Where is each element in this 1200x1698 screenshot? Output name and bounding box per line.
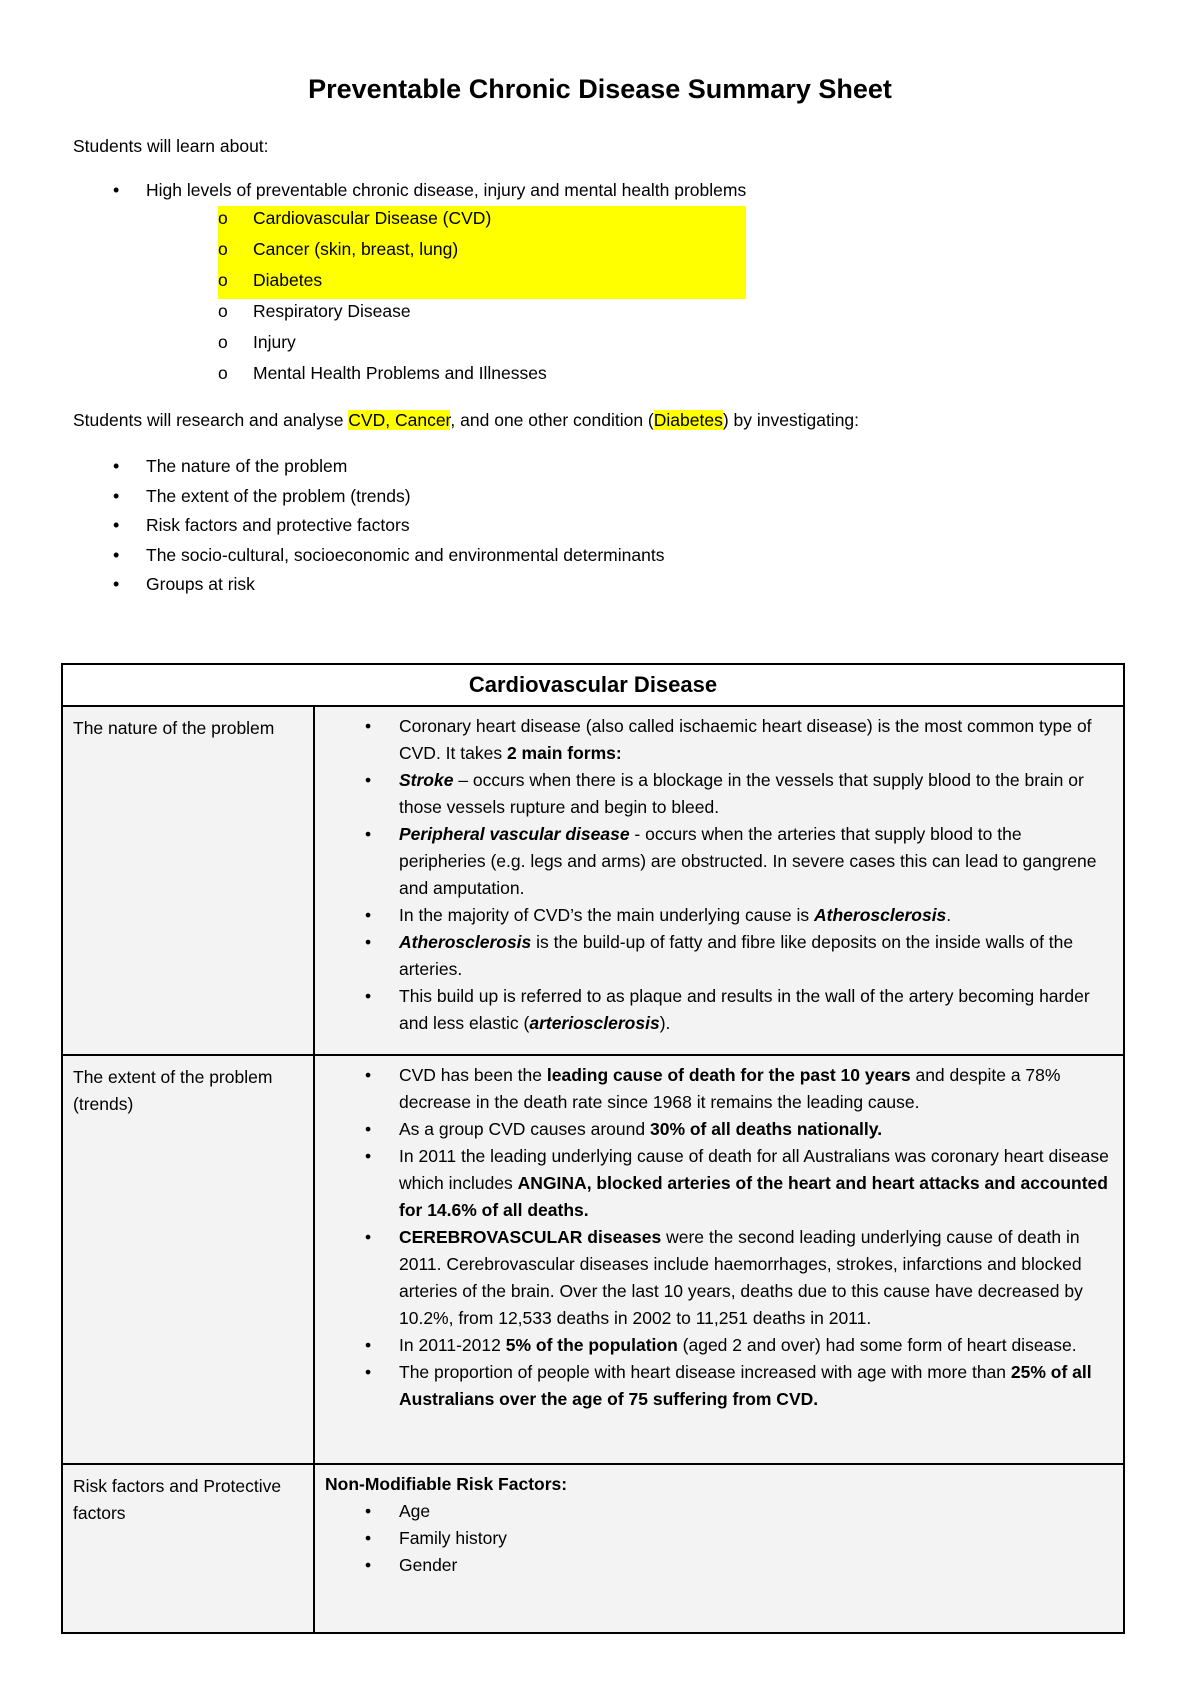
learn-list — [113, 178, 746, 392]
text-run: and despite a 78% decrease in the death rate since 1968 it remains the leading cause. — [399, 1065, 1061, 1112]
list-item — [399, 1143, 1109, 1224]
highlighted-text: Cardiovascular Disease (CVD) — [253, 208, 492, 228]
bold-italic-text: Atherosclerosis — [399, 932, 532, 952]
bold-text: 5% of the population — [505, 1335, 678, 1355]
bold-italic-text: Atherosclerosis — [814, 905, 947, 925]
list-item — [399, 1116, 1109, 1143]
list-item — [218, 206, 746, 237]
list-item — [399, 1332, 1109, 1359]
list-item — [399, 767, 1109, 821]
highlighted-text: CVD, Cancer — [348, 410, 451, 430]
text-run: As a group CVD causes around — [399, 1119, 650, 1139]
list-item — [218, 237, 746, 268]
list-item-text: Mental Health Problems and Illnesses — [253, 363, 547, 383]
list-item — [399, 1359, 1109, 1413]
bold-text: 2 main forms: — [506, 743, 622, 763]
list-item — [399, 929, 1109, 983]
learn-sub-list — [218, 206, 746, 392]
list-item: • Age — [399, 1498, 1109, 1525]
row-content — [314, 706, 1124, 1055]
text-run: Students will research and analyse — [73, 410, 349, 430]
bold-text: CEREBROVASCULAR diseases — [399, 1227, 662, 1247]
intro-text: Students will learn about: — [73, 136, 269, 156]
text-run: Coronary heart disease (also called ischaemic heart disease) is the most common type of CVD. It takes — [399, 716, 1092, 763]
row-label: The extent of the problem (trends) — [62, 1055, 314, 1464]
list-item — [218, 299, 746, 330]
bold-text: 30% of all deaths nationally. — [649, 1119, 883, 1139]
row-content — [314, 1055, 1124, 1464]
text-run: (aged 2 and over) had some form of heart disease. — [677, 1335, 1077, 1355]
learn-bullet-text: High levels of preventable chronic disease, injury and mental health problems — [146, 180, 747, 200]
bold-italic-text: Peripheral vascular disease — [399, 824, 630, 844]
text-run: were the second leading underlying cause of death in 2011. Cerebrovascular diseases include haemorrhages, strokes, infarctions and blocked arteries of the brain. Over the last 10 years, deaths due to this cause have decreased by 10.2%, from 12,533 deaths in 2002 to 11,251 deaths in 2011. — [399, 1227, 1083, 1328]
list-item-text: Respiratory Disease — [253, 301, 411, 321]
list-item — [399, 1062, 1109, 1116]
text-run: , and one other condition ( — [450, 410, 654, 430]
highlighted-text: Diabetes — [253, 270, 323, 290]
list-item — [399, 983, 1109, 1037]
row-label: Risk factors and Protective factors — [62, 1464, 314, 1633]
risk-subheading: Non-Modifiable Risk Factors: — [325, 1474, 568, 1494]
bold-italic-text: Stroke — [399, 770, 454, 790]
list-item — [218, 268, 746, 299]
bold-text: 25% of all Australians over the age of 75 suffering from CVD. — [399, 1362, 1092, 1409]
list-item — [399, 1224, 1109, 1332]
bold-text: ANGINA, blocked arteries of the heart and heart attacks and accounted for 14.6% of all deaths. — [399, 1173, 1108, 1220]
list-item: • Family history — [399, 1525, 1109, 1552]
list-item — [399, 821, 1109, 902]
highlighted-text: Cancer (skin, breast, lung) — [253, 239, 459, 259]
table-row — [62, 706, 1124, 1055]
list-item — [399, 902, 1109, 929]
text-run: ) by investigating: — [722, 410, 860, 430]
cvd-table — [61, 663, 1125, 1634]
text-run: - occurs when the arteries that supply blood to the peripheries (e.g. legs and arms) are obstructed. In severe cases this can lead to gangrene and amputation. — [399, 824, 1097, 898]
highlighted-text: Diabetes — [653, 410, 723, 430]
list-item: • The socio-cultural, socioeconomic and environmental determinants — [113, 543, 664, 573]
list-item — [218, 330, 746, 361]
bold-text: leading cause of death for the past 10 years — [546, 1065, 911, 1085]
text-run: In 2011 the leading underlying cause of death for all Australians was coronary heart disease which includes — [399, 1146, 1109, 1193]
research-paragraph — [73, 410, 859, 431]
list-item: • Groups at risk — [113, 572, 664, 602]
row-content — [314, 1464, 1124, 1633]
text-run: – occurs when there is a blockage in the vessels that supply blood to the brain or those vessels rupture and begin to bleed. — [399, 770, 1084, 817]
list-item: • The nature of the problem — [113, 454, 664, 484]
list-item — [399, 713, 1109, 767]
table-row — [62, 1055, 1124, 1464]
list-item — [218, 361, 746, 392]
text-run: ). — [659, 1013, 671, 1033]
row-label: The nature of the problem — [62, 706, 314, 1055]
document-title: Preventable Chronic Disease Summary Sheet — [308, 74, 892, 104]
list-item — [113, 178, 746, 392]
table-row — [62, 1464, 1124, 1633]
list-item: • Gender — [399, 1552, 1109, 1579]
text-run: In 2011-2012 — [399, 1335, 506, 1355]
text-run: This build up is referred to as plaque and results in the wall of the artery becoming harder and less elastic ( — [399, 986, 1090, 1033]
bold-italic-text: arteriosclerosis — [529, 1013, 660, 1033]
list-item-text: Injury — [253, 332, 296, 352]
text-run: is the build-up of fatty and fibre like deposits on the inside walls of the arteries. — [399, 932, 1074, 979]
text-run: In the majority of CVD’s the main underlying cause is — [399, 905, 815, 925]
text-run: CVD has been the — [399, 1065, 547, 1085]
list-item: • The extent of the problem (trends) — [113, 484, 664, 514]
table-heading: Cardiovascular Disease — [62, 664, 1124, 706]
aspects-list — [113, 454, 664, 602]
text-run: The proportion of people with heart disease increased with age with more than — [399, 1362, 1011, 1382]
text-run: . — [946, 905, 952, 925]
list-item: • Risk factors and protective factors — [113, 513, 664, 543]
